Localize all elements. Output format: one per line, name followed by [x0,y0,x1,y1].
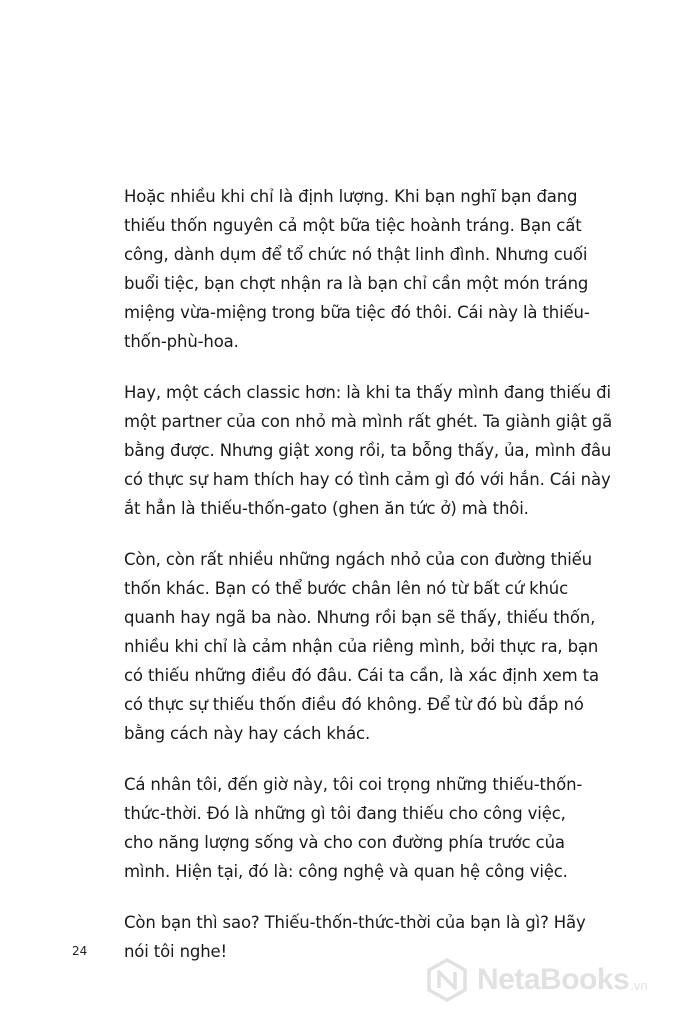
text-line: một partner của con nhỏ mà mình rất ghét. Ta giành giật gã [124,412,613,431]
watermark-suffix: .vn [630,978,648,993]
text-line: miệng vừa-miệng trong bữa tiệc đó thôi. Cái này là thiếu- [124,303,590,322]
page-number: 24 [72,944,88,958]
paragraph-3 [124,545,599,748]
text-line: thiếu thốn nguyên cả một bữa tiệc hoành tráng. Bạn cất [124,216,582,235]
text-line: buổi tiệc, bạn chợt nhận ra là bạn chỉ cần một món tráng [124,274,589,293]
text-line: Hoặc nhiều khi chỉ là định lượng. Khi bạn nghĩ bạn đang [124,187,578,206]
text-line: Còn, còn rất nhiều những ngách nhỏ của con đường thiếu [124,550,592,569]
text-line: Hay, một cách classic hơn: là khi ta thấy mình đang thiếu đi [124,383,611,402]
text-line: thức-thời. Đó là những gì tôi đang thiếu cho công việc, [124,804,566,823]
text-line: có thiếu những điều đó đâu. Cái ta cần, là xác định xem ta [124,666,599,685]
page-body [124,182,613,988]
netabooks-logo-icon [425,958,469,1002]
paragraph-2 [124,378,613,523]
text-line: thốn-phù-hoa. [124,332,239,351]
text-line: nhiều khi chỉ là cảm nhận của riêng mình, bởi thực ra, bạn [124,637,599,656]
text-line: bằng cách này hay cách khác. [124,724,371,743]
text-line: quanh hay ngã ba nào. Nhưng rồi bạn sẽ thấy, thiếu thốn, [124,608,596,627]
text-line: thốn khác. Bạn có thể bước chân lên nó từ bất cứ khúc [124,579,569,598]
watermark-text: NetaBooks [477,963,630,996]
text-line: Còn bạn thì sao? Thiếu-thốn-thức-thời của bạn là gì? Hãy [124,913,586,932]
text-line: ắt hẳn là thiếu-thốn-gato (ghen ăn tức ở) mà thôi. [124,499,529,518]
text-line: công, dành dụm để tổ chức nó thật linh đình. Nhưng cuối [124,245,588,264]
text-line: cho năng lượng sống và cho con đường phía trước của [124,833,565,852]
text-line: Cá nhân tôi, đến giờ này, tôi coi trọng những thiếu-thốn- [124,775,583,794]
text-line: bằng được. Nhưng giật xong rồi, ta bỗng thấy, ủa, mình đâu [124,441,612,460]
text-line: mình. Hiện tại, đó là: công nghệ và quan hệ công việc. [124,862,568,881]
text-line: có thực sự ham thích hay có tình cảm gì đó với hắn. Cái này [124,470,611,489]
paragraph-1 [124,182,590,356]
watermark [425,955,648,1005]
paragraph-4 [124,770,582,886]
text-line: có thực sự thiếu thốn điều đó không. Để từ đó bù đắp nó [124,695,584,714]
text-line: nói tôi nghe! [124,942,227,961]
